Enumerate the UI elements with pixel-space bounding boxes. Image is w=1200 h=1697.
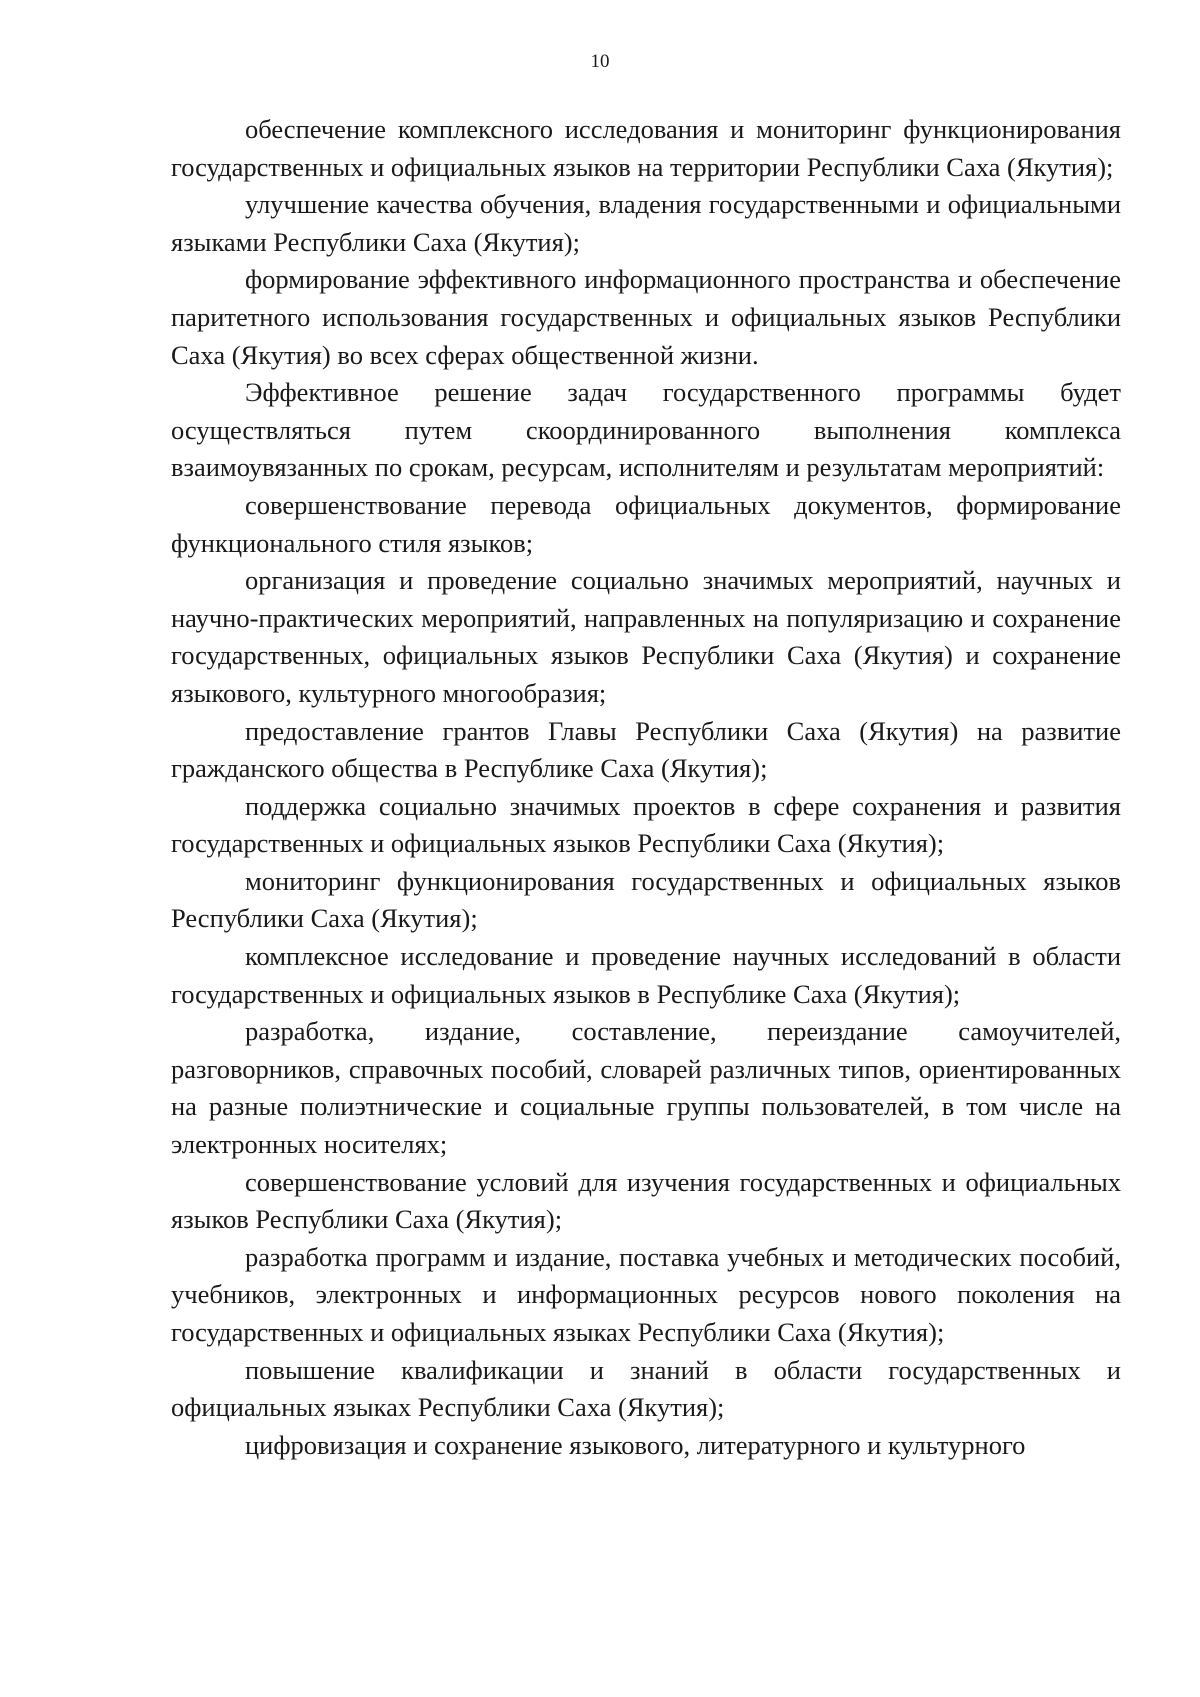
document-body [171, 111, 1121, 1464]
paragraph-3: формирование эффективного информационного пространства и обеспечение паритетного использования государственных и официальных языков Республики Саха (Якутия) во всех сферах общественной жизни. [171, 264, 1121, 370]
paragraph-7: предоставление грантов Главы Республики Саха (Якутия) на развитие гражданского общества в Республике Саха (Якутия); [171, 715, 1121, 784]
paragraph-2: улучшение качества обучения, владения государственными и официальными языками Республики Саха (Якутия); [171, 189, 1121, 257]
page-number: 10 [590, 51, 610, 72]
paragraph-5: совершенствование перевода официальных документов, формирование функционального стиля языков; [171, 489, 1121, 558]
paragraph-15: цифровизация и сохранение языкового, литературного и культурного [245, 1429, 1026, 1460]
paragraph-9: мониторинг функционирования государственных и официальных языков Республики Саха (Якутия); [171, 865, 1121, 934]
paragraph-1: обеспечение комплексного исследования и мониторинг функционирования государственных и официальных языков на территории Республики Саха (Якутия); [171, 114, 1121, 182]
paragraph-11: разработка, издание, составление, переиздание самоучителей, разговорников, справочных пособий, словарей различных типов, ориентированных на разные полиэтнические и социальные группы пользователей, в том числе на электронных носителях; [171, 1016, 1121, 1160]
paragraph-10: комплексное исследование и проведение научных исследований в области государственных и официальных языков в Республике Саха (Якутия); [171, 941, 1121, 1009]
paragraph-8: поддержка социально значимых проектов в сфере сохранения и развития государственных и официальных языков Республики Саха (Якутия); [171, 790, 1121, 859]
paragraph-12: совершенствование условий для изучения государственных и официальных языков Республики Саха (Якутия); [171, 1166, 1121, 1235]
paragraph-14: повышение квалификации и знаний в области государственных и официальных языках Республики Саха (Якутия); [171, 1354, 1121, 1423]
paragraph-4: Эффективное решение задач государственного программы будет осуществляться путем скоординированного выполнения комплекса взаимоувязанных по срокам, ресурсам, исполнителям и результатам мероприятий: [171, 377, 1121, 483]
paragraph-13: разработка программ и издание, поставка учебных и методических пособий, учебников, электронных и информационных ресурсов нового поколения на государственных и официальных языках Республики Саха (Якутия); [171, 1241, 1121, 1347]
paragraph-6: организация и проведение социально значимых мероприятий, научных и научно-практических мероприятий, направленных на популяризацию и сохранение государственных, официальных языков Республики Саха (Якутия) и сохранение языкового, культурного многообразия; [171, 565, 1121, 708]
